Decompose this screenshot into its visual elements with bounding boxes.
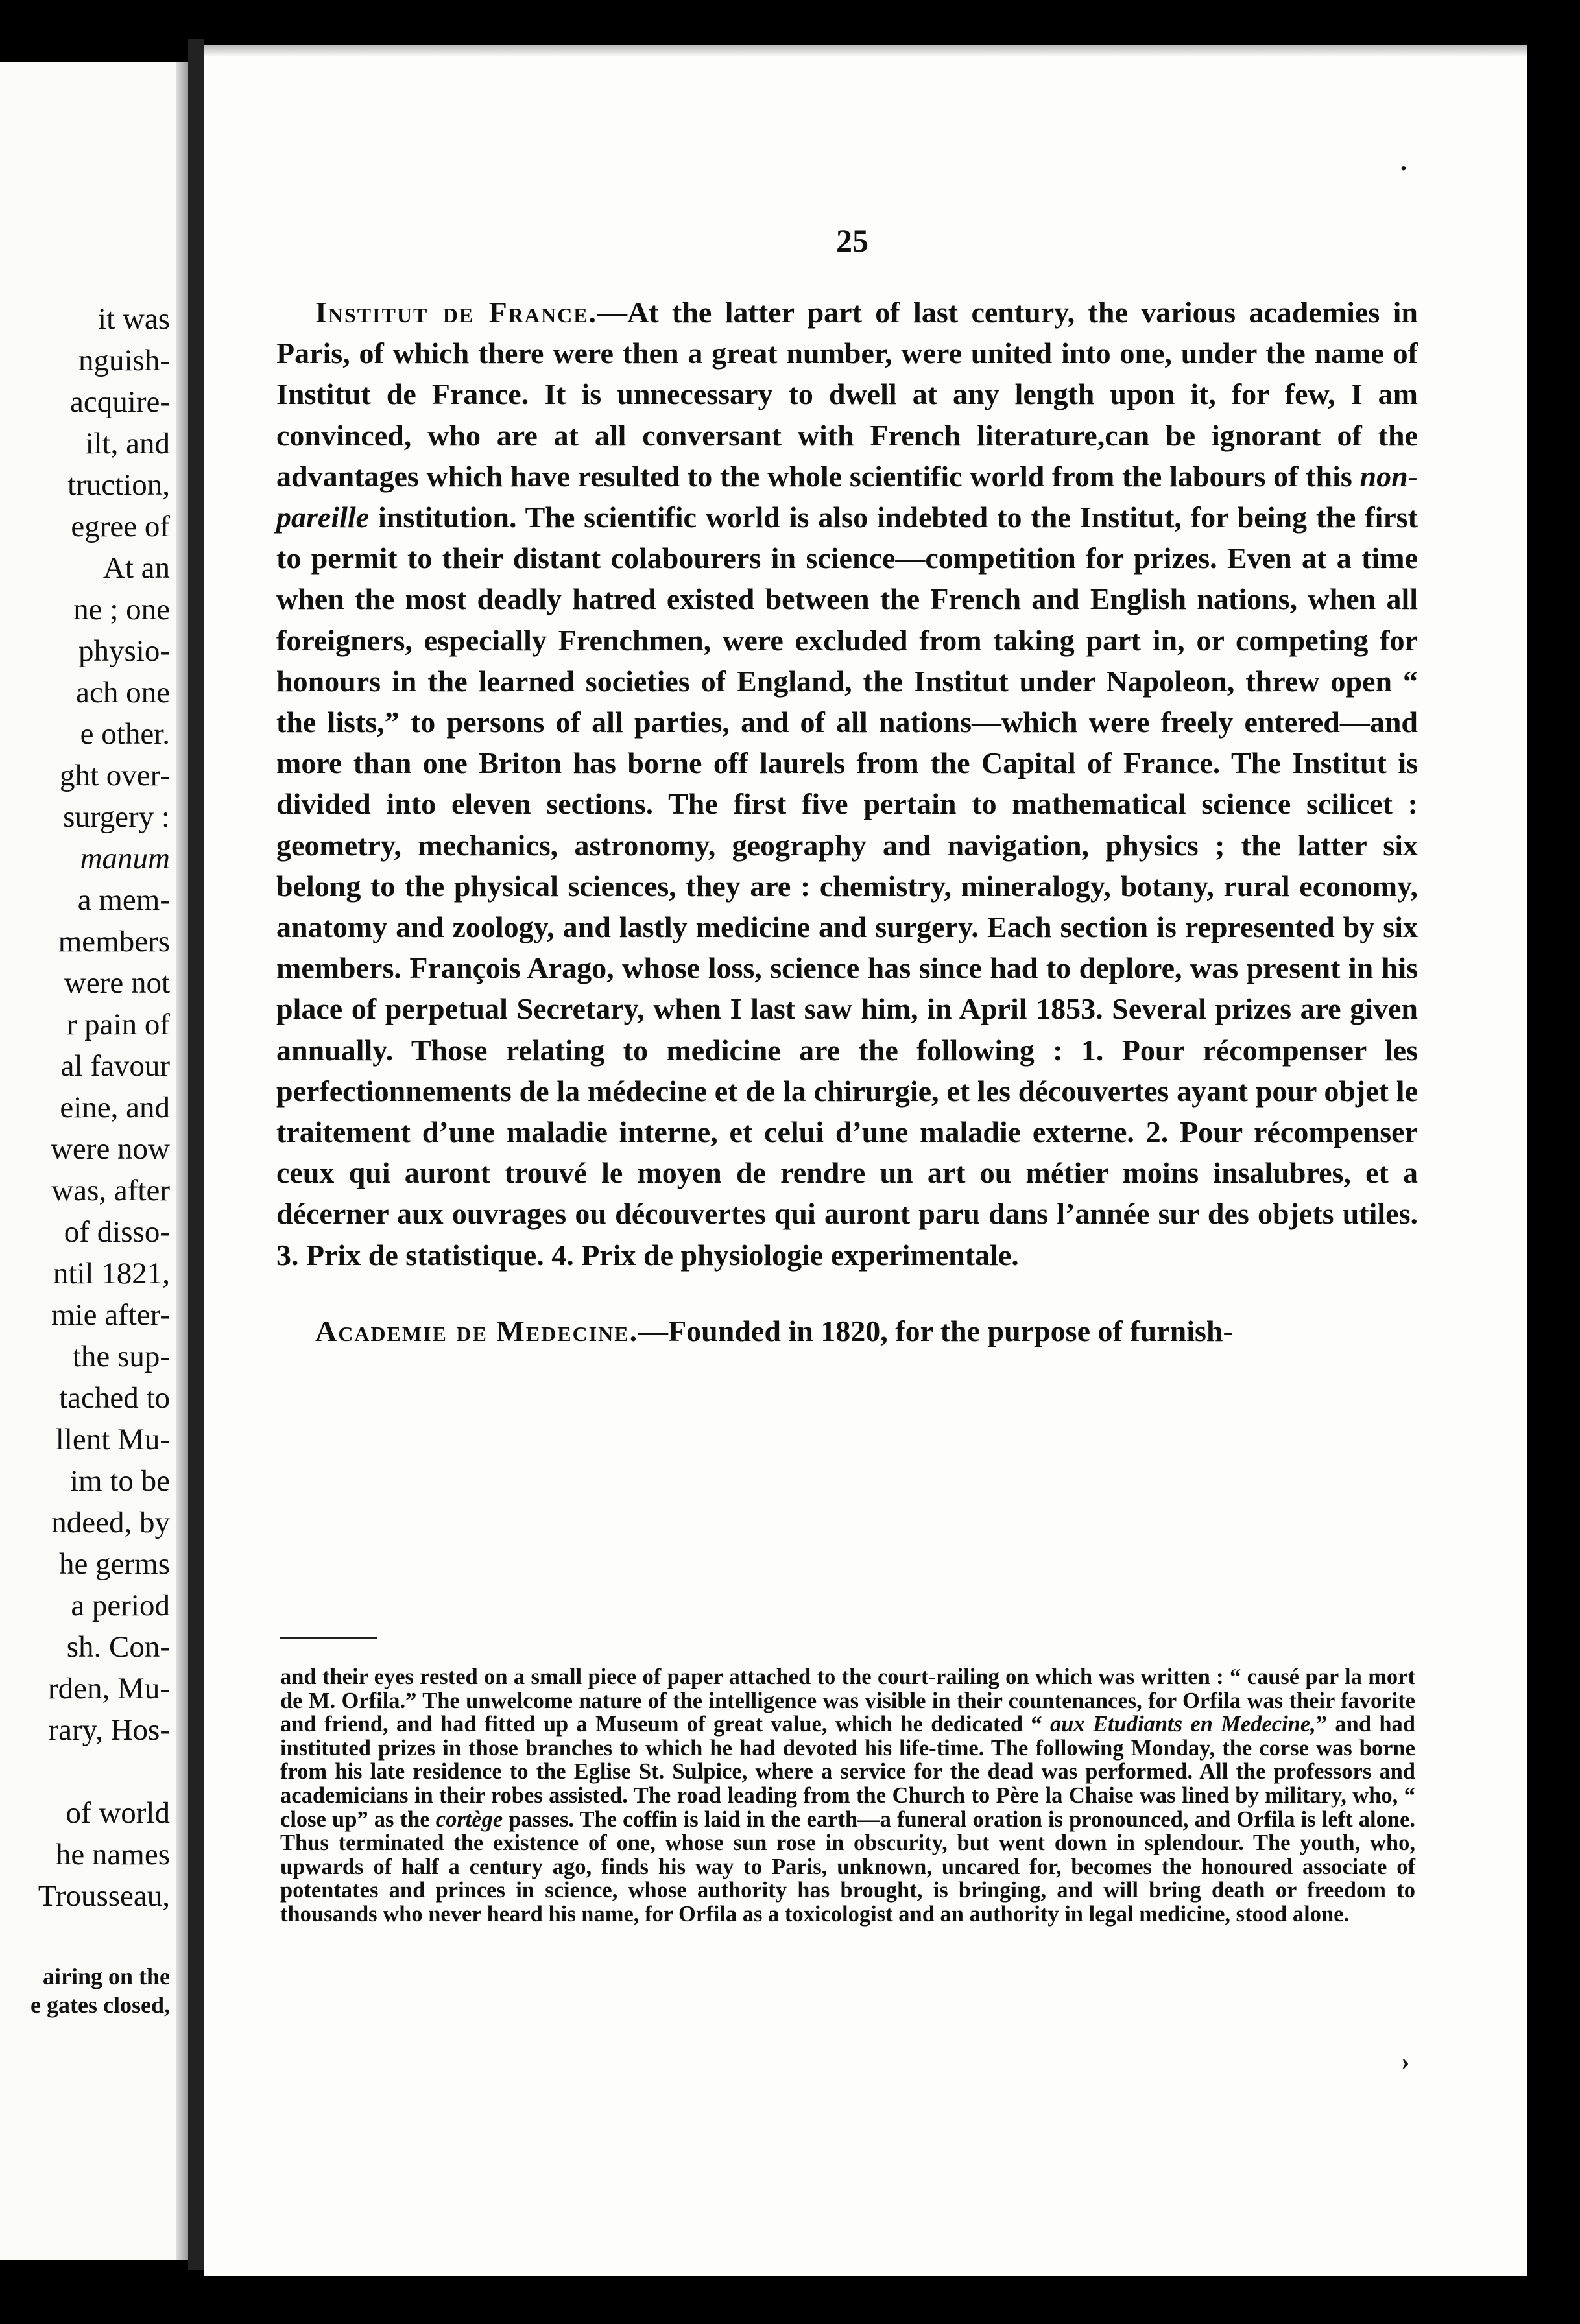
left-line: eine, and	[60, 1091, 170, 1124]
footnote-italic-1: aux Etudiants en Medecine,	[1049, 1712, 1316, 1737]
left-line: were now	[50, 1132, 170, 1166]
left-line: ilt, and	[85, 427, 170, 460]
footnote	[280, 1665, 1415, 1927]
left-line: a period	[71, 1589, 170, 1622]
left-line: were not	[64, 966, 170, 1000]
footnote-part-1: and their eyes rested on a small piece of paper attached to the court-railing on which was written : “ causé par la mort de M. Orfila.” The unwelcome nature of the intelligence was visible in their countenances, for Orfila was their favorite and friend, and had fitted up a Museum of great value, which he dedicated “	[280, 1665, 1415, 1737]
left-page	[0, 62, 188, 2260]
footnote-italic-2: cortège	[435, 1807, 503, 1832]
left-line: rary, Hos-	[48, 1713, 170, 1747]
left-line: ntil 1821,	[53, 1257, 170, 1290]
left-line: members	[58, 925, 170, 958]
footnote-part-3: passes. The coffin is laid in the earth—a funeral oration is pronounced, and Orfila is left alone. Thus terminated the existence of one, whose sun rose in obscurity, but went down in splendour. The youth, who, upwards of half a century ago, finds his way to Paris, unknown, uncared for, becomes the honoured associate of potentates and princes in science, whose authority has brought, is bringing, and will bring death or freedom to thousands who never heard his name, for Orfila as a toxicologist and an authority in legal medicine, stood alone.	[280, 1807, 1415, 1927]
footnote-paragraph	[280, 1665, 1415, 1927]
left-line: nguish-	[78, 344, 170, 377]
left-line: im to be	[69, 1464, 170, 1498]
right-page	[204, 45, 1527, 2276]
left-line: ght over-	[59, 759, 170, 792]
body-text	[276, 292, 1418, 1351]
left-line: surgery :	[63, 800, 170, 834]
left-line: of disso-	[64, 1215, 170, 1249]
left-line: a mem-	[77, 883, 170, 917]
left-line: he germs	[59, 1547, 170, 1581]
page-fold-shadow	[176, 62, 188, 2260]
section-gap	[276, 1275, 1418, 1310]
left-line: egree of	[71, 510, 170, 543]
left-line: tached to	[59, 1381, 170, 1415]
page-edge-shadow	[204, 45, 1527, 57]
institut-body: —At the latter part of last century, the various academies in Paris, of which there were then a great number, were united into one, under the name of Institut de France. It is unnecessary to dwell at any length upon it, for few, I am convinced, who are at all conversant with French literature,can be ignorant of the advantages which have resulted to the whole scientific world from the labours of this	[276, 296, 1418, 493]
left-line: manum	[80, 842, 170, 875]
left-gap	[0, 1751, 170, 1792]
left-line: it was	[98, 302, 170, 336]
margin-mark: ›	[1401, 2046, 1410, 2076]
book-spine	[188, 39, 204, 2270]
left-line: At an	[102, 551, 170, 585]
academie-heading: Academie de Medecine.	[315, 1314, 639, 1347]
institut-heading: Institut de France.	[315, 296, 598, 329]
left-line: was, after	[51, 1174, 170, 1207]
left-gap	[0, 1917, 170, 1962]
left-line: r pain of	[66, 1008, 170, 1041]
left-line: ndeed, by	[51, 1506, 170, 1539]
page-number: 25	[836, 222, 868, 259]
institut-paragraph	[276, 292, 1418, 1275]
left-line: e other.	[80, 717, 170, 751]
left-line: of world	[66, 1796, 170, 1830]
left-page-text	[0, 298, 170, 2019]
left-line: ne ; one	[73, 593, 170, 626]
footnote-part-2: ” and had instituted prizes in those branches to which he had devoted his life-time. The following Monday, the corse was borne from his late residence to the Eglise St. Sulpice, where a service for the dead was performed. All the professors and academicians in their robes assisted. The road leading from the Church to Père la Chaise was lined by military, who, “ close up” as the	[280, 1712, 1415, 1832]
footnote-rule	[280, 1637, 377, 1639]
left-footnote-line: e gates closed,	[30, 1992, 170, 2018]
left-line: Trousseau,	[38, 1879, 170, 1913]
academie-body: —Founded in 1820, for the purpose of furnish-	[638, 1314, 1233, 1347]
left-footnote-line: airing on the	[42, 1963, 170, 1989]
institut-body-2: institution. The scientific world is also indebted to the Institut, for being the first to permit to their distant colabourers in science—competition for prizes. Even at a time when the most deadly hatred existed between the French and English nations, when all foreigners, especially Frenchmen, were excluded from taking part in, or competing for honours in the learned societies of England, the Institut under Napoleon, threw open “ the lists,” to persons of all parties, and of all nations—which were freely entered—and more than one Briton has borne off laurels from the Capital of France. The Institut is divided into eleven sections. The first five pertain to mathematical science scilicet : geometry, mechanics, astronomy, geography and navigation, physics ; the latter six belong to the physical sciences, they are : chemistry, mineralogy, botany, rural economy, anatomy and zoology, and lastly medicine and surgery. Each section is represented by six members. François Arago, whose loss, science has since had to deplore, was present in his place of perpetual Secretary, when I last saw him, in April 1853. Several prizes are given annually. Those relating to medicine are the following : 1. Pour récompenser les perfectionnements de la médecine et de la chirurgie, et les découvertes ayant pour objet le traitement d’une maladie interne, et celui d’une maladie externe. 2. Pour récompenser ceux qui auront trouvé le moyen de rendre un art ou métier moins insalubres, et a décerner aux ouvrages ou découvertes qui auront paru dans l’année sur des objets utiles. 3. Prix de statistique. 4. Prix de physiologie experimentale.	[276, 501, 1418, 1272]
left-line: he names	[55, 1838, 170, 1871]
academie-paragraph	[276, 1310, 1418, 1351]
left-line: the sup-	[72, 1340, 170, 1373]
left-line: mie after-	[51, 1298, 170, 1332]
left-line: acquire-	[70, 385, 170, 419]
left-line: rden, Mu-	[48, 1672, 170, 1705]
margin-mark: .	[1400, 147, 1407, 176]
left-line: sh. Con-	[66, 1630, 170, 1664]
left-line: llent Mu-	[55, 1423, 170, 1456]
left-line: ach one	[76, 676, 170, 709]
left-line: physio-	[78, 634, 170, 668]
institut-italic: non-pareille	[276, 459, 1418, 534]
left-line: al favour	[60, 1049, 170, 1083]
left-line: truction,	[67, 468, 170, 502]
